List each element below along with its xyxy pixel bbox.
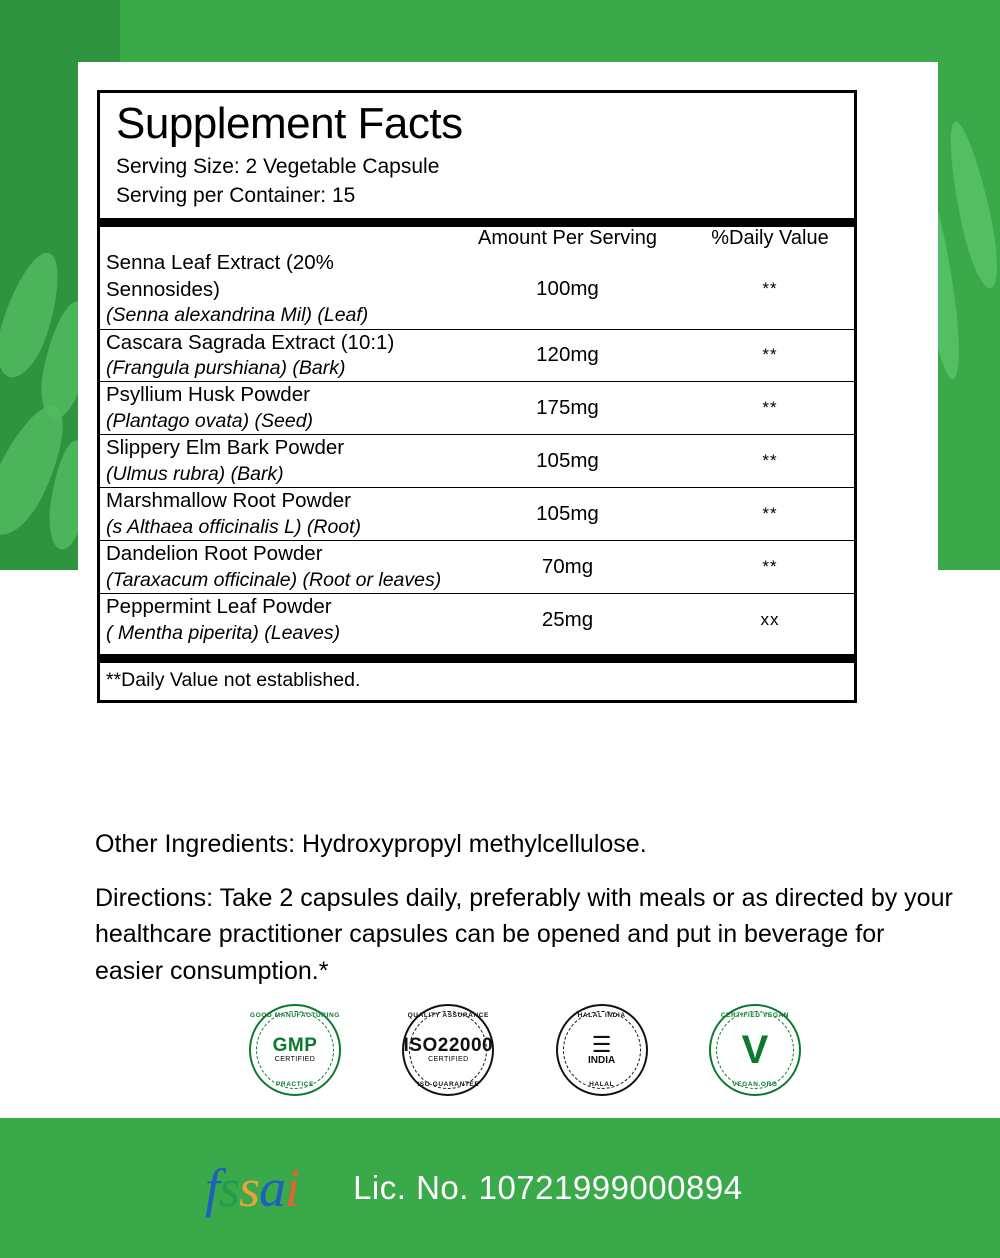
badge-title: V (741, 1028, 769, 1072)
badge-arc-bottom: ISO GUARANTEE (417, 1081, 480, 1088)
ingredient-amount: 100mg (536, 277, 599, 301)
serving-per-container: Serving per Container: 15 (116, 183, 356, 207)
license-number: Lic. No. 10721999000894 (353, 1169, 743, 1206)
other-ingredients-text: Other Ingredients: Hydroxypropyl methylcellulose. (95, 830, 647, 858)
ingredient-amount: 175mg (450, 382, 685, 435)
ingredient-name (100, 435, 450, 488)
fssai-logo-letter-s1: s (219, 1158, 240, 1218)
badge-core (273, 1036, 318, 1063)
table-header-row (100, 227, 855, 250)
ingredient-common-name: Peppermint Leaf Powder (106, 595, 332, 619)
ingredient-name (100, 488, 450, 541)
ingredient-daily-value: xx (685, 594, 855, 646)
ingredient-amount: 70mg (450, 541, 685, 594)
supplement-facts-panel (97, 90, 857, 703)
footnote-rule (100, 654, 854, 663)
ingredient-latin-name: (Ulmus rubra) (Bark) (106, 463, 284, 486)
ingredient-daily-value: ** (685, 329, 855, 382)
footer-bar (0, 1118, 1000, 1258)
fssai-logo-letter-a: a (259, 1158, 286, 1218)
table-row (100, 594, 855, 646)
ingredient-common-name: Senna Leaf Extract (20% Sennosides) (106, 250, 334, 301)
column-header-daily-value: %Daily Value (711, 226, 829, 249)
badge-subtitle: CERTIFIED (274, 1056, 316, 1064)
ingredient-name (100, 541, 450, 594)
badge-title: ISO22000 (403, 1035, 494, 1057)
ingredient-common-name: Dandelion Root Powder (106, 542, 323, 566)
page-title: Supplement Facts (116, 99, 463, 148)
header-rule (100, 218, 854, 227)
column-header-blank (100, 227, 450, 250)
ingredient-latin-name: (Senna alexandrina Mil) (Leaf) (106, 304, 369, 327)
badge-core (404, 1036, 494, 1063)
table-row (100, 541, 855, 594)
badge-arc-bottom: PRACTICE (275, 1081, 315, 1088)
badge-title: GMP (272, 1035, 318, 1057)
badge-core (588, 1033, 615, 1067)
fssai-logo-letter-f: f (205, 1158, 220, 1218)
badge-arc-top: CERTIFIED VEGAN (720, 1012, 790, 1019)
ingredient-name (100, 329, 450, 382)
table-row (100, 382, 855, 435)
ingredient-amount: 120mg (450, 329, 685, 382)
badge-subtitle: CERTIFIED (428, 1056, 469, 1064)
ingredient-common-name: Slippery Elm Bark Powder (106, 436, 345, 460)
ingredient-name (100, 250, 450, 329)
ingredient-amount: 105mg (450, 435, 685, 488)
column-header-amount: Amount Per Serving (478, 226, 657, 249)
table-row (100, 329, 855, 382)
ingredient-name (100, 382, 450, 435)
directions-text: Directions: Take 2 capsules daily, preferably with meals or as directed by your healthcare practitioner capsules can be opened and put in beverage for easier consumption.* (95, 884, 953, 985)
iso-22000-certified-icon (398, 1000, 498, 1100)
fssai-logo-letter-i: i (285, 1158, 300, 1218)
table-row (100, 435, 855, 488)
ingredient-daily-value: ** (762, 279, 778, 299)
ingredient-latin-name: (Taraxacum officinale) (Root or leaves) (106, 569, 442, 592)
badge-arc-top: QUALITY ASSURANCE (407, 1012, 489, 1019)
ingredient-amount: 25mg (450, 594, 685, 646)
ingredient-common-name: Psyllium Husk Powder (106, 383, 310, 407)
ingredient-latin-name: (Plantago ovata) (Seed) (106, 410, 314, 433)
table-row (100, 488, 855, 541)
badge-arc-top: GOOD MANUFACTURING (250, 1012, 340, 1019)
fssai-logo (205, 1157, 299, 1219)
badge-title: INDIA (588, 1055, 616, 1067)
ingredient-name (100, 594, 450, 646)
certification-badges (245, 1000, 805, 1100)
badge-arc-bottom: VEGAN.ORG (732, 1081, 778, 1088)
ingredient-daily-value: ** (685, 435, 855, 488)
ingredient-latin-name: (s Althaea officinalis L) (Root) (106, 516, 362, 539)
ingredient-latin-name: (Frangula purshiana) (Bark) (106, 357, 346, 380)
ingredient-common-name: Cascara Sagrada Extract (10:1) (106, 330, 395, 354)
ingredient-daily-value: ** (685, 541, 855, 594)
ingredient-daily-value: ** (685, 382, 855, 435)
serving-size: Serving Size: 2 Vegetable Capsule (116, 155, 440, 179)
badge-arc-top: HALAL INDIA (577, 1012, 626, 1019)
mosque-icon: ☰ (591, 1032, 612, 1058)
certified-vegan-icon (705, 1000, 805, 1100)
daily-value-footnote: **Daily Value not established. (106, 669, 361, 692)
ingredient-common-name: Marshmallow Root Powder (106, 489, 351, 513)
ingredient-latin-name: ( Mentha piperita) (Leaves) (106, 622, 341, 645)
fssai-logo-letter-s2: s (239, 1158, 260, 1218)
table-row (100, 250, 855, 329)
badge-arc-bottom: HALAL (589, 1081, 615, 1088)
halal-india-certified-icon (552, 1000, 652, 1100)
supplement-facts-table (100, 227, 855, 647)
ingredient-amount: 105mg (450, 488, 685, 541)
ingredient-daily-value: ** (685, 488, 855, 541)
gmp-certified-icon (245, 1000, 345, 1100)
badge-core (742, 1030, 769, 1070)
